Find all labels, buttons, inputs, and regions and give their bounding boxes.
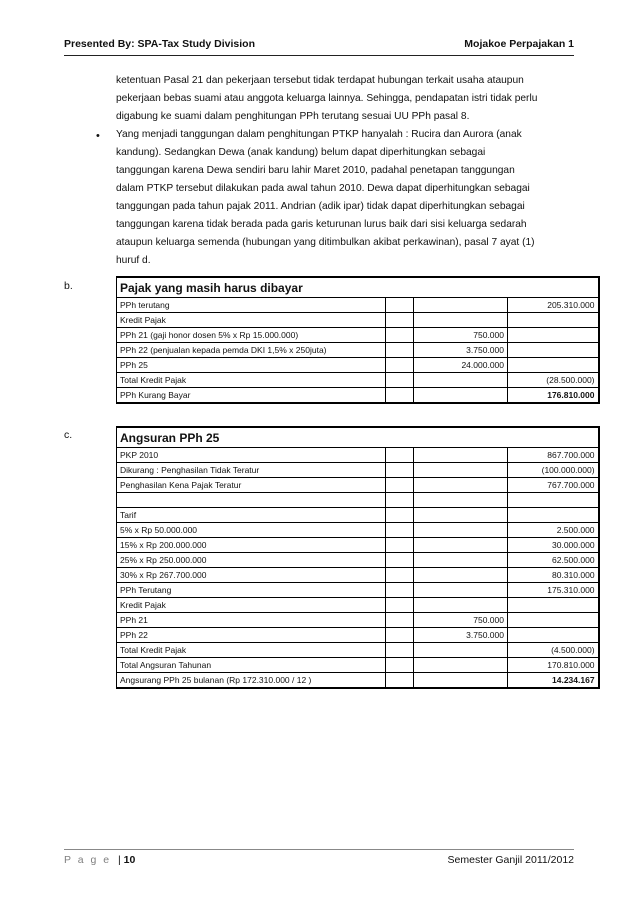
row-label: Total Kredit Pajak: [117, 373, 386, 388]
row-spacer-cell: [386, 538, 414, 553]
row-label: PKP 2010: [117, 448, 386, 463]
row-spacer-cell: [386, 343, 414, 358]
row-label: PPh 21: [117, 613, 386, 628]
paragraph-line: tanggungan karena tidak berada pada garis keturunan lurus baik dari sisi keluarga sedarah: [116, 219, 527, 230]
row-mid-value: 750.000: [414, 613, 508, 628]
row-right-value: 175.310.000: [508, 583, 599, 598]
row-spacer-cell: [386, 508, 414, 523]
table-row: [117, 343, 599, 358]
row-mid-value: [414, 508, 508, 523]
row-right-value: [508, 493, 599, 508]
paragraph-line: Yang menjadi tanggungan dalam penghitungan PTKP hanyalah : Rucira dan Aurora (anak: [116, 129, 522, 140]
page-footer: [64, 854, 574, 870]
row-label: 30% x Rp 267.700.000: [117, 568, 386, 583]
row-right-value: [508, 328, 599, 343]
row-mid-value: 3.750.000: [414, 628, 508, 643]
table-row: [117, 373, 599, 388]
row-label: PPh 21 (gaji honor dosen 5% x Rp 15.000.000): [117, 328, 386, 343]
paragraph-line: digabung ke suami dalam penghitungan PPh terutang sesuai UU PPh pasal 8.: [116, 111, 470, 122]
row-spacer-cell: [386, 463, 414, 478]
table-row: [117, 478, 599, 493]
paragraph-line: ketentuan Pasal 21 dan pekerjaan tersebut tidak terdapat hubungan terkait usaha ataupun: [116, 75, 524, 86]
footer-rule: [64, 849, 574, 850]
paragraph-line: huruf d.: [116, 255, 151, 266]
row-label: Angsurang PPh 25 bulanan (Rp 172.310.000 / 12 ): [117, 673, 386, 689]
row-mid-value: [414, 553, 508, 568]
row-right-value: 62.500.000: [508, 553, 599, 568]
row-spacer-cell: [386, 658, 414, 673]
paragraph-line: kandung). Sedangkan Dewa (anak kandung) belum dapat diperhitungkan sebagai: [116, 147, 486, 158]
row-spacer-cell: [386, 523, 414, 538]
table-row: [117, 448, 599, 463]
paragraph-line: tanggungan pada tahun pajak 2011. Andrian (adik ipar) tidak dapat diperhitungkan sebagai: [116, 201, 525, 212]
row-spacer-cell: [386, 373, 414, 388]
section-c-title: Angsuran PPh 25: [117, 427, 599, 448]
row-right-value: 30.000.000: [508, 538, 599, 553]
row-spacer-cell: [386, 673, 414, 689]
continuation-paragraph: [116, 72, 537, 126]
row-right-value: 170.810.000: [508, 658, 599, 673]
row-mid-value: [414, 523, 508, 538]
header-rule: [64, 55, 574, 56]
table-row: [117, 553, 599, 568]
row-right-value: 14.234.167: [508, 673, 599, 689]
row-label: PPh terutang: [117, 298, 386, 313]
row-right-value: (4.500.000): [508, 643, 599, 658]
row-mid-value: [414, 568, 508, 583]
row-label: Total Angsuran Tahunan: [117, 658, 386, 673]
table-row: [117, 628, 599, 643]
row-label: Kredit Pajak: [117, 313, 386, 328]
table-row: [117, 673, 599, 689]
row-right-value: 205.310.000: [508, 298, 599, 313]
section-c-letter: c.: [64, 429, 73, 441]
row-spacer-cell: [386, 298, 414, 313]
section-b-letter: b.: [64, 280, 73, 292]
row-right-value: 867.700.000: [508, 448, 599, 463]
row-label: [117, 493, 386, 508]
row-spacer-cell: [386, 493, 414, 508]
row-spacer-cell: [386, 358, 414, 373]
row-right-value: [508, 508, 599, 523]
row-mid-value: [414, 493, 508, 508]
row-mid-value: 750.000: [414, 328, 508, 343]
table-row: [117, 463, 599, 478]
row-spacer-cell: [386, 478, 414, 493]
row-mid-value: [414, 583, 508, 598]
row-mid-value: [414, 598, 508, 613]
table-row: [117, 598, 599, 613]
table-row: [117, 358, 599, 373]
row-mid-value: 3.750.000: [414, 343, 508, 358]
row-right-value: 2.500.000: [508, 523, 599, 538]
row-label: Kredit Pajak: [117, 598, 386, 613]
row-spacer-cell: [386, 448, 414, 463]
row-spacer-cell: [386, 313, 414, 328]
table-row: [117, 523, 599, 538]
row-spacer-cell: [386, 628, 414, 643]
paragraph-line: dalam PTKP tersebut dilakukan pada awal tahun 2010. Dewa dapat diperhitungkan sebagai: [116, 183, 530, 194]
footer-separator: |: [118, 854, 121, 866]
table-row: [117, 538, 599, 553]
row-right-value: (28.500.000): [508, 373, 599, 388]
row-label: PPh Kurang Bayar: [117, 388, 386, 404]
row-right-value: [508, 313, 599, 328]
row-label: PPh 22: [117, 628, 386, 643]
row-spacer-cell: [386, 643, 414, 658]
row-mid-value: [414, 643, 508, 658]
row-mid-value: 24.000.000: [414, 358, 508, 373]
row-spacer-cell: [386, 583, 414, 598]
row-label: Tarif: [117, 508, 386, 523]
row-right-value: [508, 598, 599, 613]
table-row: [117, 328, 599, 343]
row-mid-value: [414, 313, 508, 328]
table-row: [117, 613, 599, 628]
page-header: [64, 38, 574, 54]
row-right-value: [508, 358, 599, 373]
row-mid-value: [414, 298, 508, 313]
table-row: [117, 643, 599, 658]
table-row: [117, 658, 599, 673]
paragraph-line: tanggungan karena Dewa sendiri baru lahir Maret 2010, padahal penetapan tanggungan: [116, 165, 515, 176]
row-spacer-cell: [386, 388, 414, 404]
table-row: [117, 493, 599, 508]
row-mid-value: [414, 673, 508, 689]
page-number: 10: [123, 854, 136, 866]
row-label: Penghasilan Kena Pajak Teratur: [117, 478, 386, 493]
row-right-value: 767.700.000: [508, 478, 599, 493]
row-spacer-cell: [386, 553, 414, 568]
table-title-row: [117, 277, 599, 298]
row-right-value: [508, 613, 599, 628]
row-right-value: (100.000.000): [508, 463, 599, 478]
row-mid-value: [414, 388, 508, 404]
row-label: Dikurang : Penghasilan Tidak Teratur: [117, 463, 386, 478]
row-label: Total Kredit Pajak: [117, 643, 386, 658]
row-right-value: [508, 343, 599, 358]
row-label: 5% x Rp 50.000.000: [117, 523, 386, 538]
section-b-title: Pajak yang masih harus dibayar: [117, 277, 599, 298]
row-mid-value: [414, 373, 508, 388]
table-row: [117, 568, 599, 583]
row-right-value: 80.310.000: [508, 568, 599, 583]
row-spacer-cell: [386, 598, 414, 613]
row-mid-value: [414, 463, 508, 478]
table-row: [117, 298, 599, 313]
table-row: [117, 313, 599, 328]
row-label: PPh 22 (penjualan kepada pemda DKI 1,5% x 250juta): [117, 343, 386, 358]
table-row: [117, 508, 599, 523]
header-left-text: Presented By: SPA-Tax Study Division: [64, 38, 255, 50]
row-label: PPh Terutang: [117, 583, 386, 598]
row-label: PPh 25: [117, 358, 386, 373]
table-title-row: [117, 427, 599, 448]
table-angsuran-pph25: [116, 426, 600, 689]
bullet-paragraph: [116, 126, 535, 270]
page-label: P a g e: [64, 854, 112, 866]
footer-semester: Semester Ganjil 2011/2012: [447, 854, 574, 866]
table-row: [117, 388, 599, 404]
row-spacer-cell: [386, 328, 414, 343]
row-mid-value: [414, 478, 508, 493]
table-pajak-harus-dibayar: [116, 276, 600, 404]
row-label: 15% x Rp 200.000.000: [117, 538, 386, 553]
row-mid-value: [414, 448, 508, 463]
paragraph-line: ataupun keluarga semenda (hubungan yang ditimbulkan akibat perkawinan), pasal 7 ayat (1): [116, 237, 535, 248]
bullet-icon: •: [96, 130, 100, 142]
row-mid-value: [414, 658, 508, 673]
row-spacer-cell: [386, 613, 414, 628]
table-row: [117, 583, 599, 598]
paragraph-line: pekerjaan bebas suami atau anggota keluarga lainnya. Sehingga, pendapatan istri tidak perlu: [116, 93, 538, 104]
row-right-value: 176.810.000: [508, 388, 599, 404]
row-spacer-cell: [386, 568, 414, 583]
row-mid-value: [414, 538, 508, 553]
row-label: 25% x Rp 250.000.000: [117, 553, 386, 568]
header-right-text: Mojakoe Perpajakan 1: [464, 38, 574, 50]
row-right-value: [508, 628, 599, 643]
